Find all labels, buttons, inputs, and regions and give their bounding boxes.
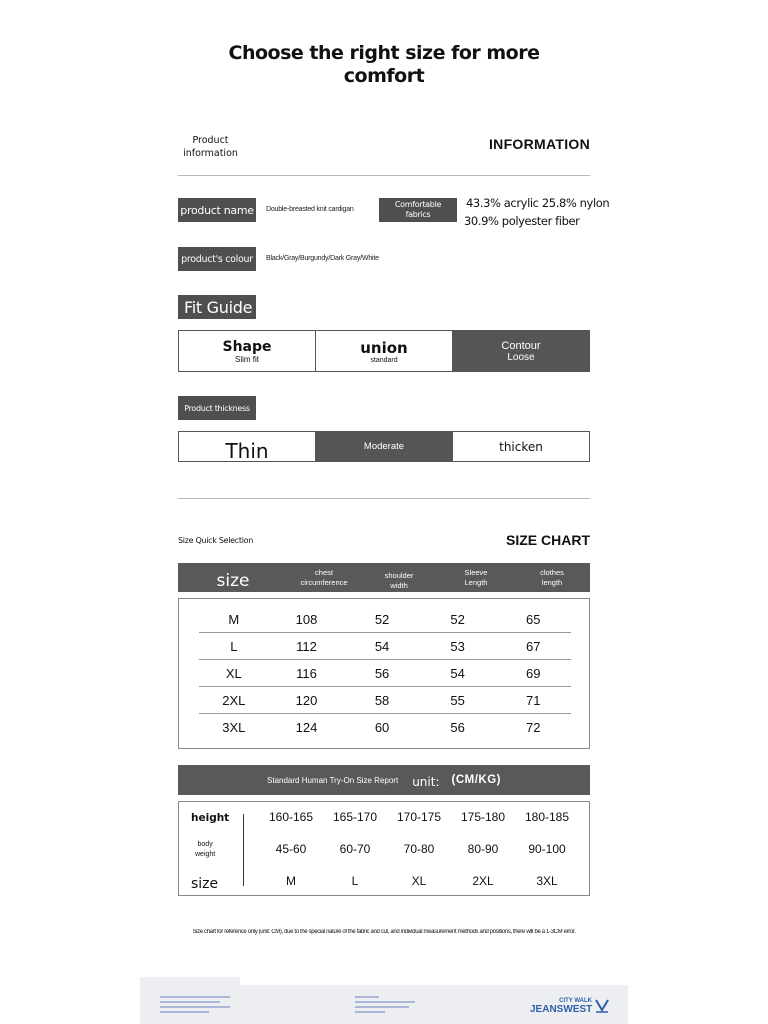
measurement-cell: 60 [374,719,390,735]
footer-tab [140,977,240,987]
column-header-line2: length [541,577,563,587]
measurement-cell: 71 [525,692,541,708]
fit-option-slim [179,331,316,371]
thickness-option-label: Moderate [363,441,405,452]
weight-value: 70-80 [403,842,435,856]
size-cell: L [230,638,238,654]
fabric-label-line1: Comfortable [394,200,442,209]
thickness-option-label: Thin [225,438,269,463]
measurement-cell: 58 [374,692,390,708]
size-value: XL [411,874,427,888]
table-row [199,660,571,687]
size-chart-header-band [178,563,590,592]
size-chart-rows [199,606,571,740]
fabric-label [379,198,457,222]
height-value: 175-180 [460,810,506,824]
height-value: 165-170 [332,810,378,824]
measurement-cell: 124 [295,719,318,735]
size-value: 2XL [472,874,494,888]
weight-value: 90-100 [528,842,566,856]
page-title-line2: comfort [343,65,425,87]
product-info-label-line1: Product [192,135,229,146]
weight-label-line2: weight [195,851,216,858]
tryon-header-band [178,765,590,795]
column-header-sleeve [438,568,514,588]
product-info-label-line2: information [183,148,238,159]
fit-option-loose [453,331,589,371]
divider [178,175,590,176]
measurement-cell: 52 [450,611,465,627]
column-header-shoulder [360,565,438,591]
measurement-cell: 55 [450,692,465,708]
column-header-line1: chest [315,567,333,577]
colour-value: Black/Gray/Burgundy/Dark Gray/White [266,255,379,262]
size-column-header: size [216,570,250,591]
measurement-cell: 53 [450,638,465,654]
size-value: M [286,874,296,888]
measurement-cell: 52 [374,611,390,627]
measurement-cell: 65 [525,611,541,627]
fit-option-main: union [360,338,408,357]
thickness-option-label: thicken [499,439,543,454]
column-header-line1: clothes [540,567,564,577]
tryon-table [178,801,590,896]
table-row [199,714,571,741]
table-row [199,633,571,660]
measurement-cell: 67 [525,638,541,654]
fit-options [178,330,590,372]
measurement-cell: 69 [525,665,541,681]
fit-option-sub: standard [370,356,398,364]
fit-option-sub: Loose [507,351,535,363]
height-value: 170-175 [396,810,442,824]
colour-label: product's colour [178,247,256,271]
measurement-cell: 108 [295,611,318,627]
size-note: Size chart for reference only (unit: CM), due to the special nature of the fabric and cut, and individual measurement methods and positions, there will be a 1-3CM error. [192,929,576,935]
height-value: 180-185 [524,810,570,824]
column-header-line1: shoulder [384,570,414,580]
brand-name: JEANSWEST [530,1004,593,1015]
footer-fineprint-middle [355,996,415,1013]
tryon-separator [243,814,244,886]
measurement-cell: 56 [374,665,390,681]
size-chart-table [178,598,590,749]
divider [178,498,590,499]
weight-value: 45-60 [275,842,307,856]
table-row [199,606,571,633]
fit-guide-heading: Fit Guide [178,295,256,319]
weight-row-label [195,840,215,860]
column-header-chest [288,568,360,588]
weight-values [259,842,579,856]
size-value: 3XL [536,874,558,888]
column-header-line1: Sleeve [464,567,488,577]
weight-label-line1: body [197,841,213,848]
table-row [199,687,571,714]
measurement-cell: 120 [295,692,318,708]
height-row-label: height [191,812,230,824]
measurement-cell: 54 [374,638,390,654]
fabric-composition [466,194,609,230]
tryon-title: Standard Human Try-On Size Report [267,775,399,785]
size-values [259,874,579,888]
thickness-label: Product thickness [178,396,256,420]
height-values [259,810,579,824]
weight-value: 80-90 [467,842,499,856]
product-information-label [178,134,243,160]
thickness-option-thicken [453,432,589,461]
measurement-cell: 112 [296,638,317,654]
measurement-cell: 116 [296,665,317,681]
brand-mark-icon [594,998,610,1014]
unit-value: (CM/KG) [451,774,501,786]
thickness-options [178,431,590,462]
size-quick-selection-label: Size Quick Selection [178,536,253,545]
product-name-label: product name [178,198,256,222]
fit-option-main: Contour [501,339,541,352]
height-value: 160-165 [268,810,314,824]
product-name-value: Double-breasted knit cardigan [266,206,354,213]
fit-option-standard [316,331,453,371]
fabric-line1: 43.3% acrylic 25.8% nylon [466,196,610,210]
measurement-cell: 56 [450,719,465,735]
brand-tagline: CITY WALK [559,998,592,1004]
column-header-clothes [514,568,590,588]
fabric-line2: 30.9% polyester fiber [464,214,580,228]
measurement-cell: 72 [525,719,541,735]
fit-option-main: Shape [222,338,272,355]
measurement-cell: 54 [450,665,465,681]
footer-fineprint-left [160,996,230,1013]
size-row-label: size [191,876,219,892]
unit-label: unit: [412,775,440,789]
weight-value: 60-70 [339,842,371,856]
fit-option-sub: Slim fit [235,354,259,364]
column-header-line2: circumference [300,577,348,587]
fabric-label-line2: fabrics [405,210,431,219]
thickness-option-moderate [316,432,453,461]
thickness-option-thin [179,432,316,461]
size-chart-heading: SIZE CHART [506,532,590,548]
size-cell: 2XL [222,692,246,708]
size-cell: XL [225,665,242,681]
page-title-line1: Choose the right size for more [228,42,540,64]
brand-logo [530,998,610,1015]
size-value: L [351,874,359,888]
column-header-line2: Length [464,577,488,587]
column-header-line2: width [390,580,408,590]
information-heading: INFORMATION [488,136,590,152]
size-cell: M [228,611,240,627]
size-cell: 3XL [222,719,246,735]
